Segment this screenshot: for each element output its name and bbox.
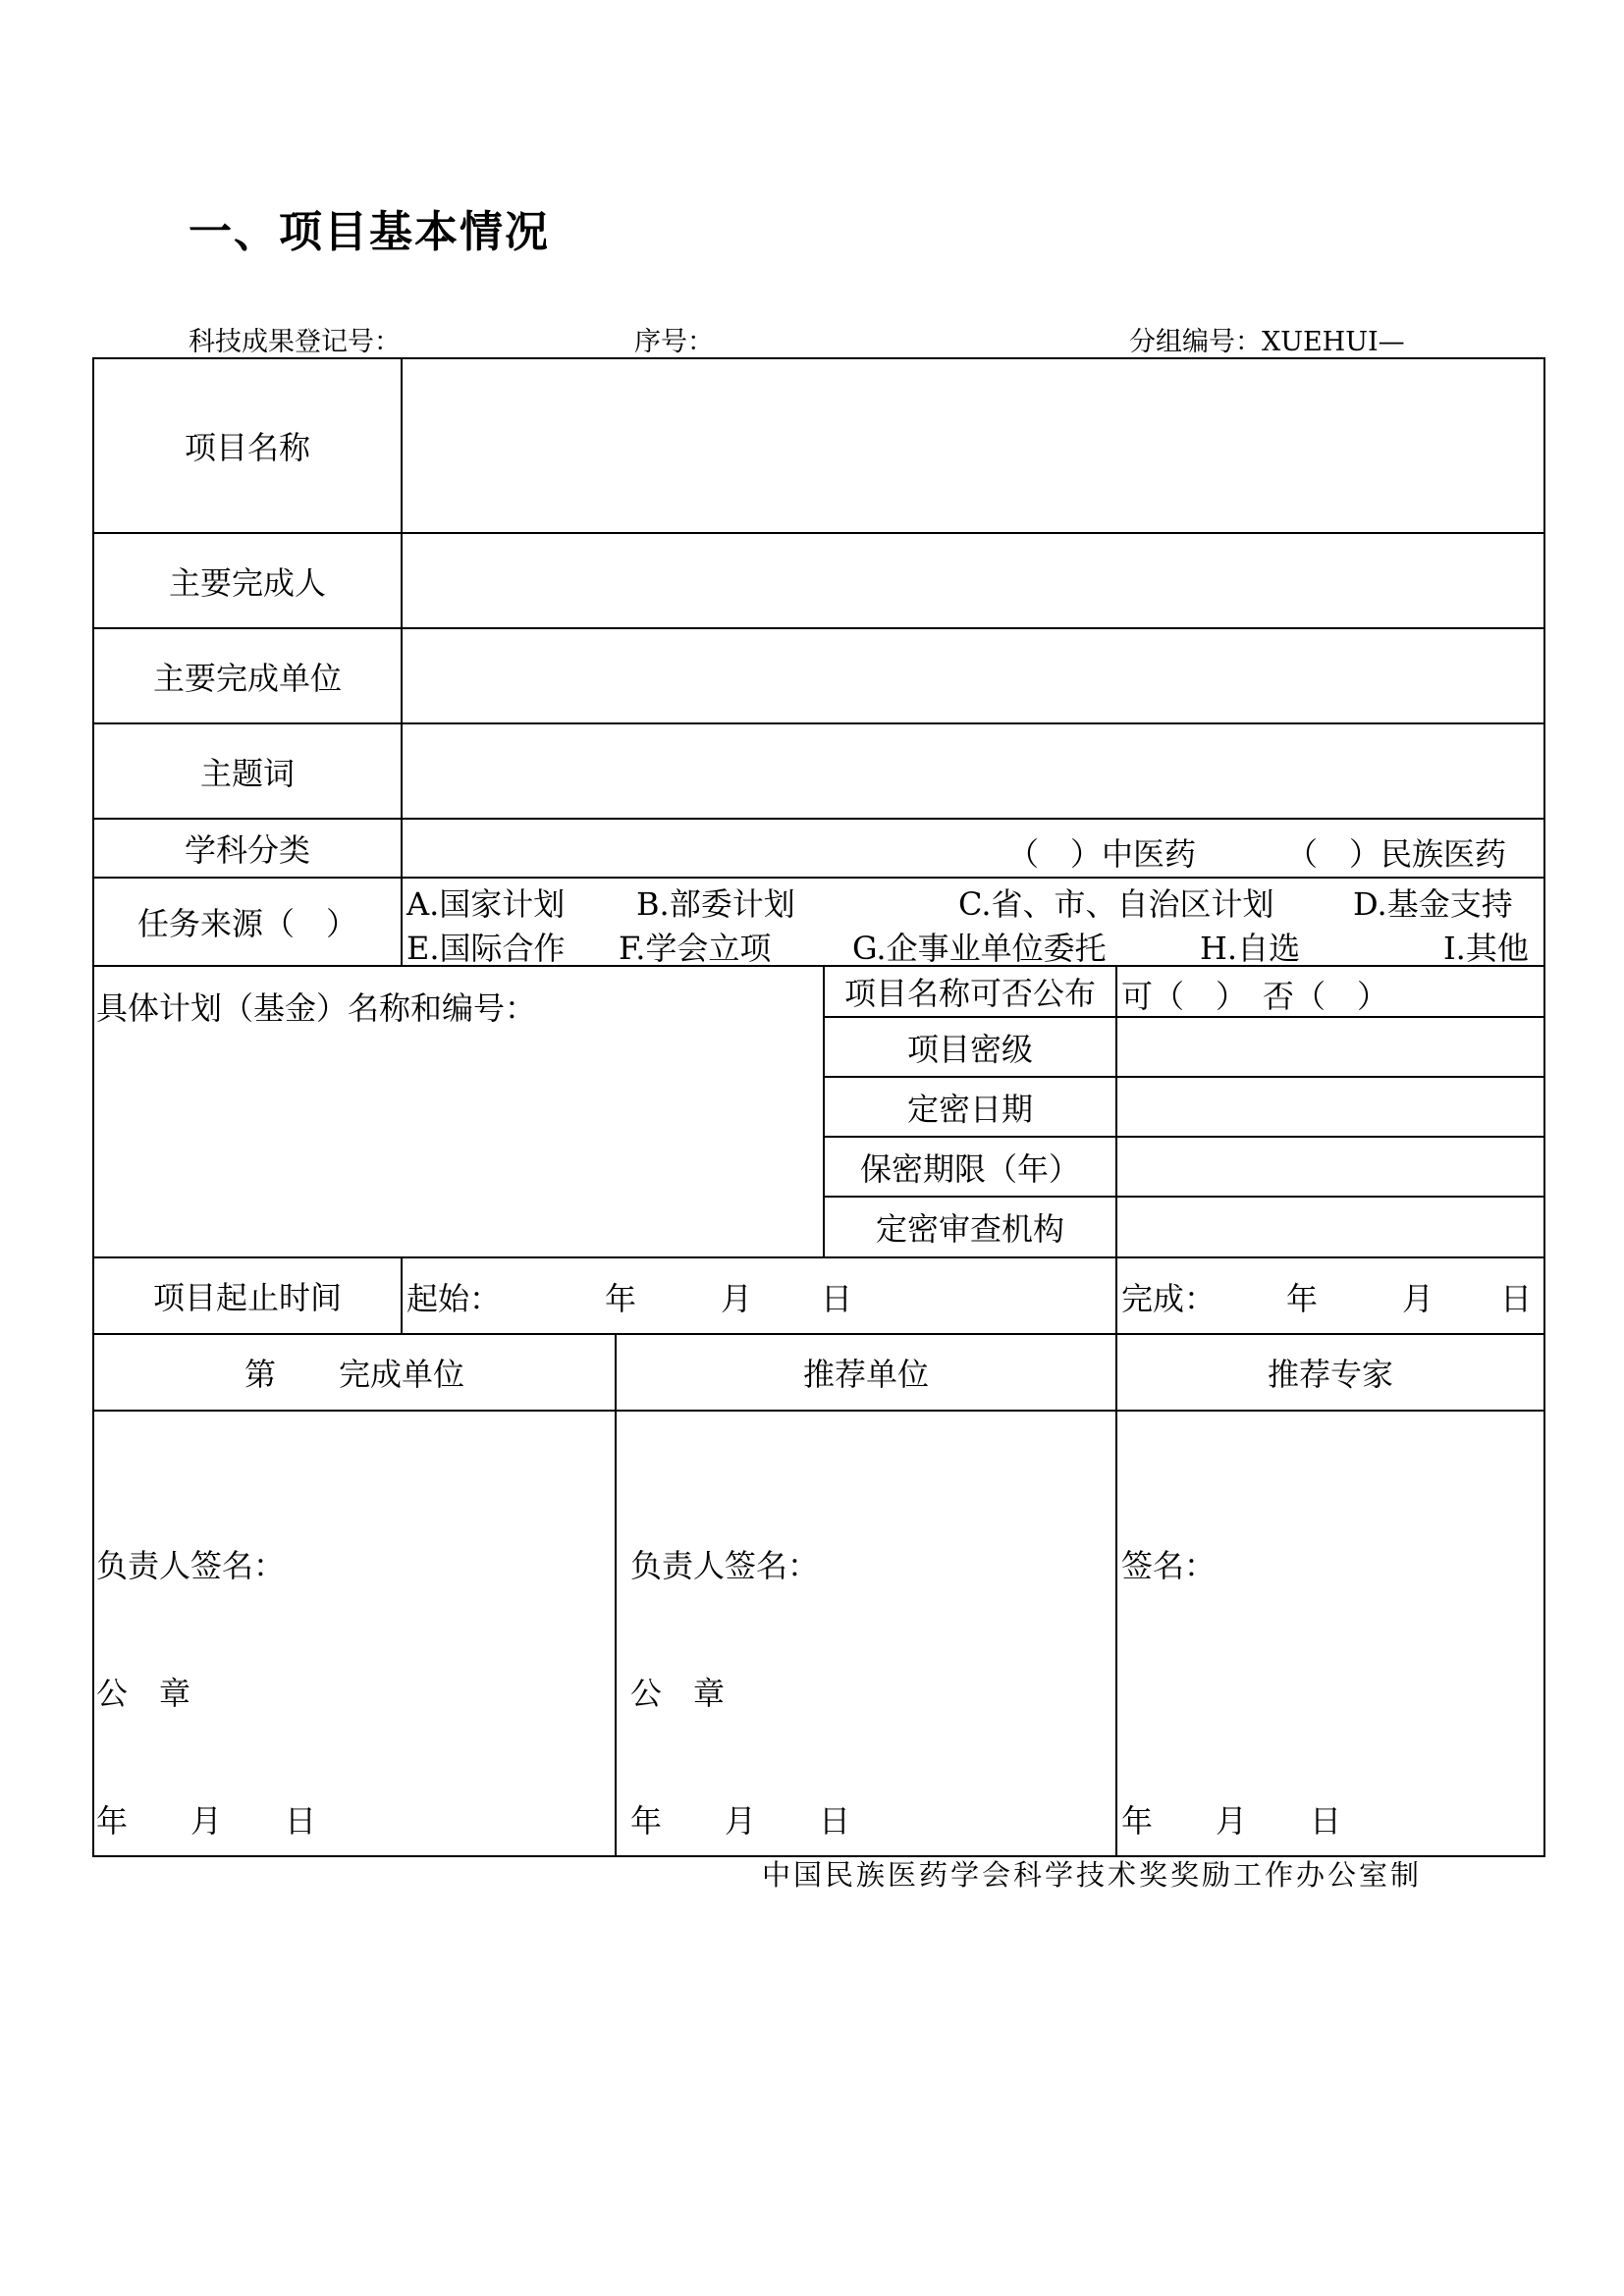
project-name-field[interactable]	[403, 359, 1543, 532]
main-persons-label: 主要完成人	[168, 563, 326, 602]
finish-month-label: 月	[1402, 1280, 1435, 1317]
expert-signature-label: 签名：	[1121, 1547, 1217, 1584]
task-option-a[interactable]: A.国家计划	[406, 885, 566, 923]
registration-number-label: 科技成果登记号：	[189, 327, 401, 357]
finish-label: 完成：	[1121, 1280, 1217, 1317]
secret-term-label: 保密期限（年）	[859, 1149, 1080, 1188]
page-title: 一、项目基本情况	[189, 207, 550, 257]
main-persons-field[interactable]	[403, 534, 1543, 627]
task-option-i[interactable]: I.其他	[1443, 930, 1529, 967]
start-month-label: 月	[721, 1280, 753, 1317]
recommend-date-label: 年 月 日	[630, 1802, 851, 1840]
plan-name-field[interactable]	[94, 1031, 821, 1255]
serial-number-label: 序号：	[634, 327, 714, 357]
secret-org-field[interactable]	[1117, 1198, 1543, 1256]
publish-options[interactable]: 可（ ） 否（ ）	[1121, 978, 1389, 1015]
keywords-field[interactable]	[403, 724, 1543, 818]
secret-level-label: 项目密级	[906, 1030, 1033, 1068]
secret-org-label: 定密审查机构	[875, 1210, 1064, 1248]
start-day-label: 日	[821, 1280, 853, 1317]
finish-year-label: 年	[1286, 1280, 1319, 1317]
discipline-option-ethnic[interactable]: （ ）民族医药	[1286, 835, 1507, 873]
task-option-g[interactable]: G.企事业单位委托	[852, 930, 1107, 967]
group-number-label: 分组编号：XUEHUI—	[1129, 327, 1405, 357]
task-option-b[interactable]: B.部委计划	[636, 885, 795, 923]
unit-seal-label: 公 章	[96, 1675, 191, 1712]
project-name-label: 项目名称	[184, 429, 310, 466]
publish-label: 项目名称可否公布	[843, 975, 1096, 1012]
start-year-label: 年	[605, 1280, 637, 1317]
secret-date-label: 定密日期	[906, 1090, 1033, 1128]
recommend-seal-label: 公 章	[630, 1675, 726, 1712]
discipline-label: 学科分类	[184, 831, 310, 869]
main-units-field[interactable]	[403, 629, 1543, 722]
period-label: 项目起止时间	[152, 1279, 342, 1316]
unit-date-label: 年 月 日	[96, 1802, 317, 1840]
completion-unit-header: 第 完成单位	[244, 1356, 464, 1393]
expert-date-label: 年 月 日	[1121, 1802, 1342, 1840]
recommend-expert-header: 推荐专家	[1267, 1356, 1393, 1393]
discipline-option-tcm[interactable]: （ ）中医药	[1007, 835, 1197, 873]
plan-name-label: 具体计划（基金）名称和编号：	[96, 989, 537, 1027]
task-option-f[interactable]: F.学会立项	[619, 930, 772, 967]
secret-date-field[interactable]	[1117, 1078, 1543, 1136]
keywords-label: 主题词	[199, 754, 295, 792]
main-units-label: 主要完成单位	[152, 659, 342, 697]
secret-level-field[interactable]	[1117, 1018, 1543, 1076]
task-source-label: 任务来源（ ）	[136, 905, 357, 942]
task-option-h[interactable]: H.自选	[1200, 930, 1301, 967]
task-option-d[interactable]: D.基金支持	[1353, 885, 1513, 923]
recommend-leader-signature-label: 负责人签名：	[630, 1547, 820, 1584]
finish-day-label: 日	[1500, 1280, 1533, 1317]
issuer-footer: 中国民族医药学会科学技术奖奖励工作办公室制	[762, 1858, 1423, 1892]
unit-leader-signature-label: 负责人签名：	[96, 1547, 286, 1584]
task-option-e[interactable]: E.国际合作	[406, 930, 566, 967]
task-option-c[interactable]: C.省、市、自治区计划	[958, 885, 1274, 923]
recommend-unit-header: 推荐单位	[802, 1356, 929, 1393]
start-label: 起始：	[406, 1280, 502, 1317]
secret-term-field[interactable]	[1117, 1138, 1543, 1196]
